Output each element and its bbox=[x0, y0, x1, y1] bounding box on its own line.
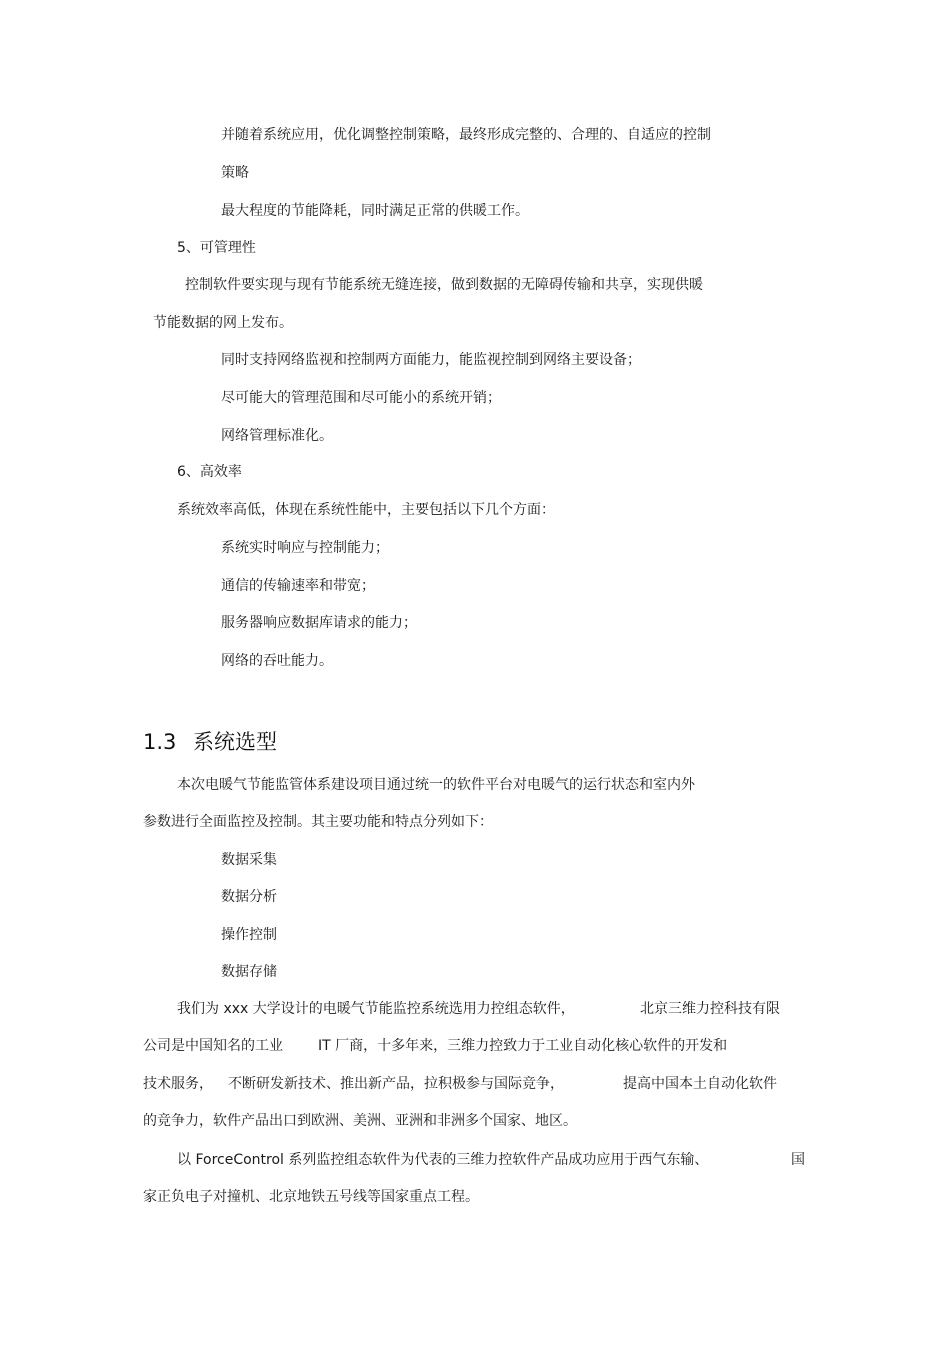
paragraph-line: 公司是中国知名的工业 bbox=[143, 1038, 283, 1054]
list-item: 数据存储 bbox=[221, 964, 277, 980]
paragraph-line: 参数进行全面监控及控制。其主要功能和特点分列如下： bbox=[143, 814, 493, 830]
paragraph-line: IT 厂商，十多年来，三维力控致力于工业自动化核心软件的开发和 bbox=[318, 1038, 728, 1054]
subheading-efficiency: 6、高效率 bbox=[177, 464, 242, 480]
list-item: 数据分析 bbox=[221, 889, 277, 905]
paragraph-line: 控制软件要实现与现有节能系统无缝连接，做到数据的无障碍传输和共享，实现供暖 bbox=[185, 277, 703, 293]
paragraph-line: 系统效率高低，体现在系统性能中，主要包括以下几个方面： bbox=[177, 502, 555, 518]
list-item: 服务器响应数据库请求的能力； bbox=[221, 615, 417, 631]
list-item: 通信的传输速率和带宽； bbox=[221, 578, 375, 594]
paragraph-line: 本次电暖气节能监管体系建设项目通过统一的软件平台对电暖气的运行状态和室内外 bbox=[177, 777, 695, 793]
list-item: 操作控制 bbox=[221, 927, 277, 943]
paragraph-line: 节能数据的网上发布。 bbox=[153, 315, 293, 331]
paragraph-line: 提高中国本土自动化软件 bbox=[623, 1076, 777, 1092]
paragraph-line: 最大程度的节能降耗，同时满足正常的供暖工作。 bbox=[221, 203, 529, 219]
section-title: 系统选型 bbox=[193, 730, 277, 754]
section-heading bbox=[143, 729, 277, 755]
paragraph-line: 家正负电子对撞机、北京地铁五号线等国家重点工程。 bbox=[143, 1189, 479, 1205]
paragraph-line: 不断研发新技术、推出新产品，拉积极参与国际竞争， bbox=[228, 1076, 564, 1092]
subheading-manageability: 5、可管理性 bbox=[177, 240, 256, 256]
paragraph-line: 国 bbox=[791, 1152, 805, 1168]
paragraph-line: 策略 bbox=[221, 165, 249, 181]
section-number: 1.3 bbox=[143, 730, 177, 754]
list-item: 数据采集 bbox=[221, 852, 277, 868]
paragraph-line: 并随着系统应用，优化调整控制策略，最终形成完整的、合理的、自适应的控制 bbox=[221, 127, 711, 143]
paragraph-line: 技术服务， bbox=[143, 1076, 213, 1092]
list-item: 同时支持网络监视和控制两方面能力，能监视控制到网络主要设备； bbox=[221, 352, 641, 368]
list-item: 网络管理标准化。 bbox=[221, 428, 333, 444]
list-item: 尽可能大的管理范围和尽可能小的系统开销； bbox=[221, 390, 501, 406]
paragraph-line: 北京三维力控科技有限 bbox=[640, 1001, 780, 1017]
paragraph-line: 我们为 xxx 大学设计的电暖气节能监控系统选用力控组态软件， bbox=[177, 1001, 575, 1017]
list-item: 网络的吞吐能力。 bbox=[221, 653, 333, 669]
paragraph-line: 以 ForceControl 系列监控组态软件为代表的三维力控软件产品成功应用于西气东输、 bbox=[177, 1152, 709, 1168]
list-item: 系统实时响应与控制能力； bbox=[221, 540, 389, 556]
paragraph-line: 的竞争力，软件产品出口到欧洲、美洲、亚洲和非洲多个国家、地区。 bbox=[143, 1113, 577, 1129]
